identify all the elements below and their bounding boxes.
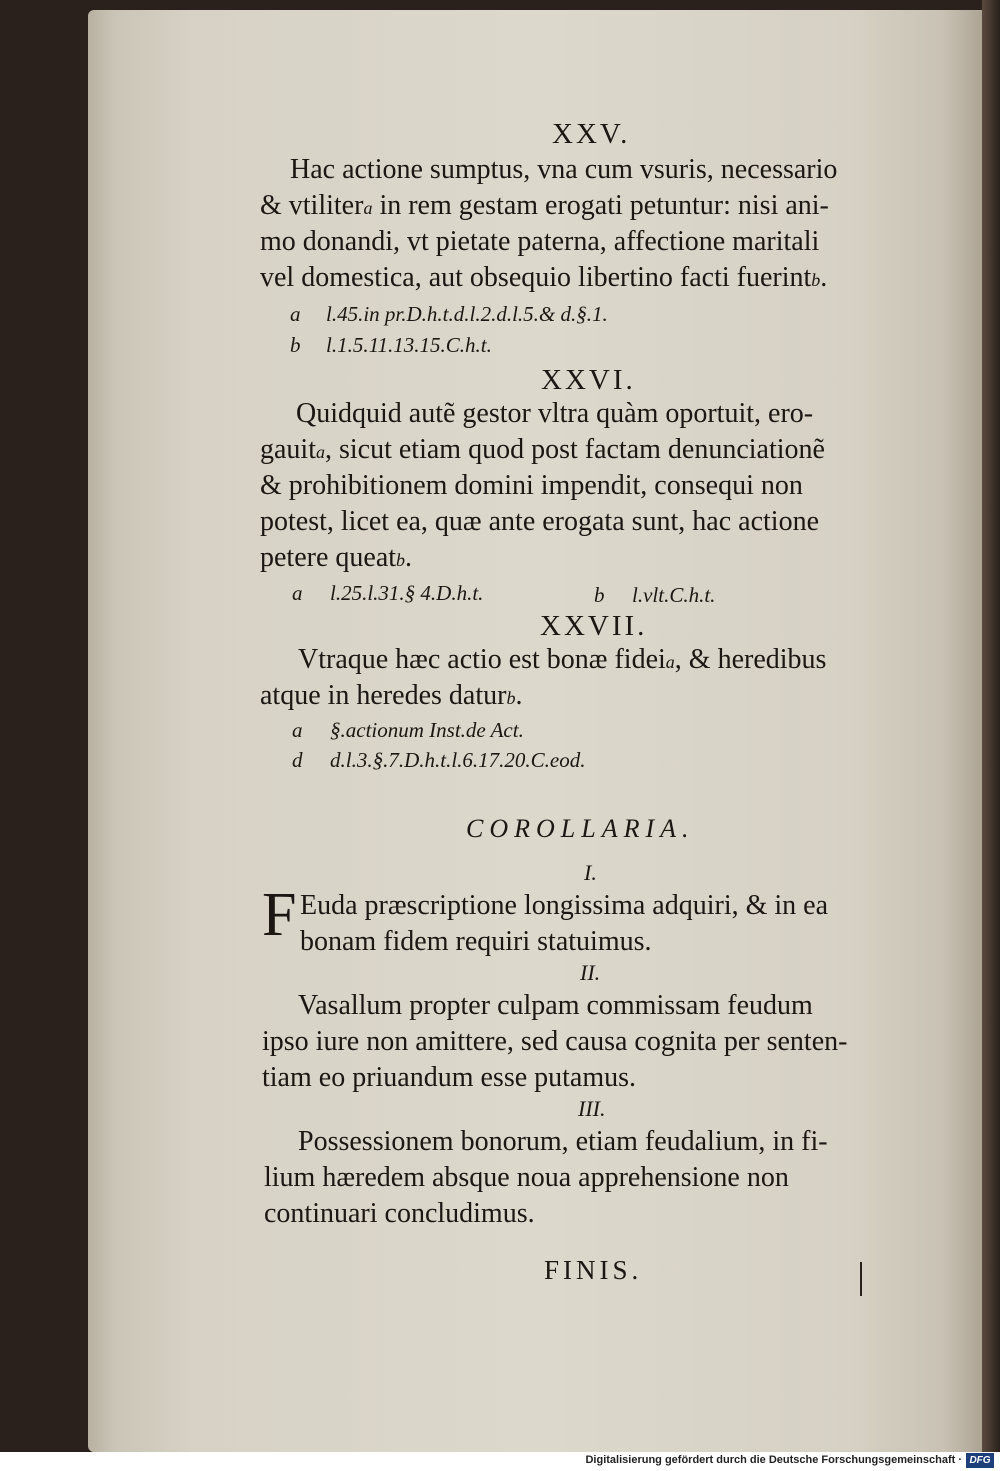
footnote-marker-b: b bbox=[506, 688, 516, 708]
section-xxvi-line-2: gauita, sicut etiam quod post factam denunciationẽ bbox=[260, 434, 825, 465]
corollary-2-line-3: tiam eo priuandum esse putamus. bbox=[262, 1062, 637, 1093]
corollary-1-numeral: I. bbox=[584, 860, 597, 885]
footnote-marker-b: b bbox=[811, 270, 821, 290]
margin-mark bbox=[860, 1262, 862, 1296]
corollary-2-line-2: ipso iure non amittere, sed causa cognita per senten- bbox=[262, 1026, 848, 1057]
note-text-a: §.actionum Inst.de Act. bbox=[330, 718, 524, 742]
footer-credit: Digitalisierung gefördert durch die Deutsche Forschungsgemeinschaft · bbox=[585, 1454, 962, 1466]
footnote-marker-a: a bbox=[316, 442, 325, 462]
note-text-d: d.l.3.§.7.D.h.t.l.6.17.20.C.eod. bbox=[330, 748, 586, 772]
note-letter-d: d bbox=[292, 748, 303, 772]
note-letter-b: b bbox=[290, 333, 301, 357]
section-xxvi-heading: XXVI. bbox=[541, 364, 636, 396]
section-xxv-line-1: Hac actione sumptus, vna cum vsuris, necessario bbox=[290, 154, 838, 185]
footnote-marker-a: a bbox=[665, 652, 675, 672]
corollary-2-line-1: Vasallum propter culpam commissam feudum bbox=[298, 990, 813, 1021]
section-xxvi-line-3: & prohibitionem domini impendit, consequi non bbox=[260, 470, 803, 501]
corollary-3-line-2: lium hæredem absque noua apprehensione non bbox=[264, 1162, 789, 1193]
corollary-3-numeral: III. bbox=[578, 1096, 606, 1121]
corollary-3-line-1: Possessionem bonorum, etiam feudalium, in fi- bbox=[298, 1126, 828, 1157]
note-letter-a: a bbox=[292, 718, 303, 742]
section-xxv-heading: XXV. bbox=[552, 118, 631, 150]
note-letter-a: a bbox=[290, 302, 301, 326]
section-xxv-line-3: mo donandi, vt pietate paterna, affectione maritali bbox=[260, 226, 820, 257]
section-xxvi-line-4: potest, licet ea, quæ ante erogata sunt, hac actione bbox=[260, 506, 820, 537]
note-text-b: l.vlt.C.h.t. bbox=[632, 583, 716, 607]
dfg-logo: DFG bbox=[966, 1453, 994, 1468]
corollary-1-line-2: bonam fidem requiri statuimus. bbox=[300, 926, 652, 957]
note-text-b: l.1.5.11.13.15.C.h.t. bbox=[326, 333, 492, 357]
section-xxvii-heading: XXVII. bbox=[540, 610, 648, 642]
note-letter-b: b bbox=[594, 583, 605, 607]
section-xxv-line-2: & vtilitera in rem gestam erogati petuntur: nisi ani- bbox=[260, 190, 829, 221]
footnote-marker-b: b bbox=[396, 550, 406, 570]
finis-label: FINIS. bbox=[544, 1255, 643, 1285]
corollaria-title: COROLLARIA. bbox=[466, 814, 695, 843]
note-text-a: l.45.in pr.D.h.t.d.l.2.d.l.5.& d.§.1. bbox=[326, 302, 608, 326]
corollary-1-line-1: Euda præscriptione longissima adquiri, & in ea bbox=[300, 890, 829, 921]
section-xxvii-line-1: Vtraque hæc actio est bonæ fideia, & heredibus bbox=[298, 644, 827, 675]
book-spine bbox=[982, 0, 1000, 1452]
section-xxvi-line-1: Quidquid autẽ gestor vltra quàm oportuit, ero- bbox=[296, 398, 814, 429]
note-letter-a: a bbox=[292, 581, 303, 605]
section-xxv-line-4: vel domestica, aut obsequio libertino facti fuerintb. bbox=[260, 262, 828, 293]
section-xxvi-line-5: petere queatb. bbox=[260, 542, 413, 573]
section-xxvii-line-2: atque in heredes daturb. bbox=[260, 680, 523, 711]
corollary-2-numeral: II. bbox=[580, 960, 601, 985]
footnote-marker-a: a bbox=[363, 198, 373, 218]
note-text-a: l.25.l.31.§ 4.D.h.t. bbox=[330, 581, 484, 605]
corollary-3-line-3: continuari concludimus. bbox=[264, 1198, 535, 1229]
drop-cap: F bbox=[262, 881, 297, 949]
